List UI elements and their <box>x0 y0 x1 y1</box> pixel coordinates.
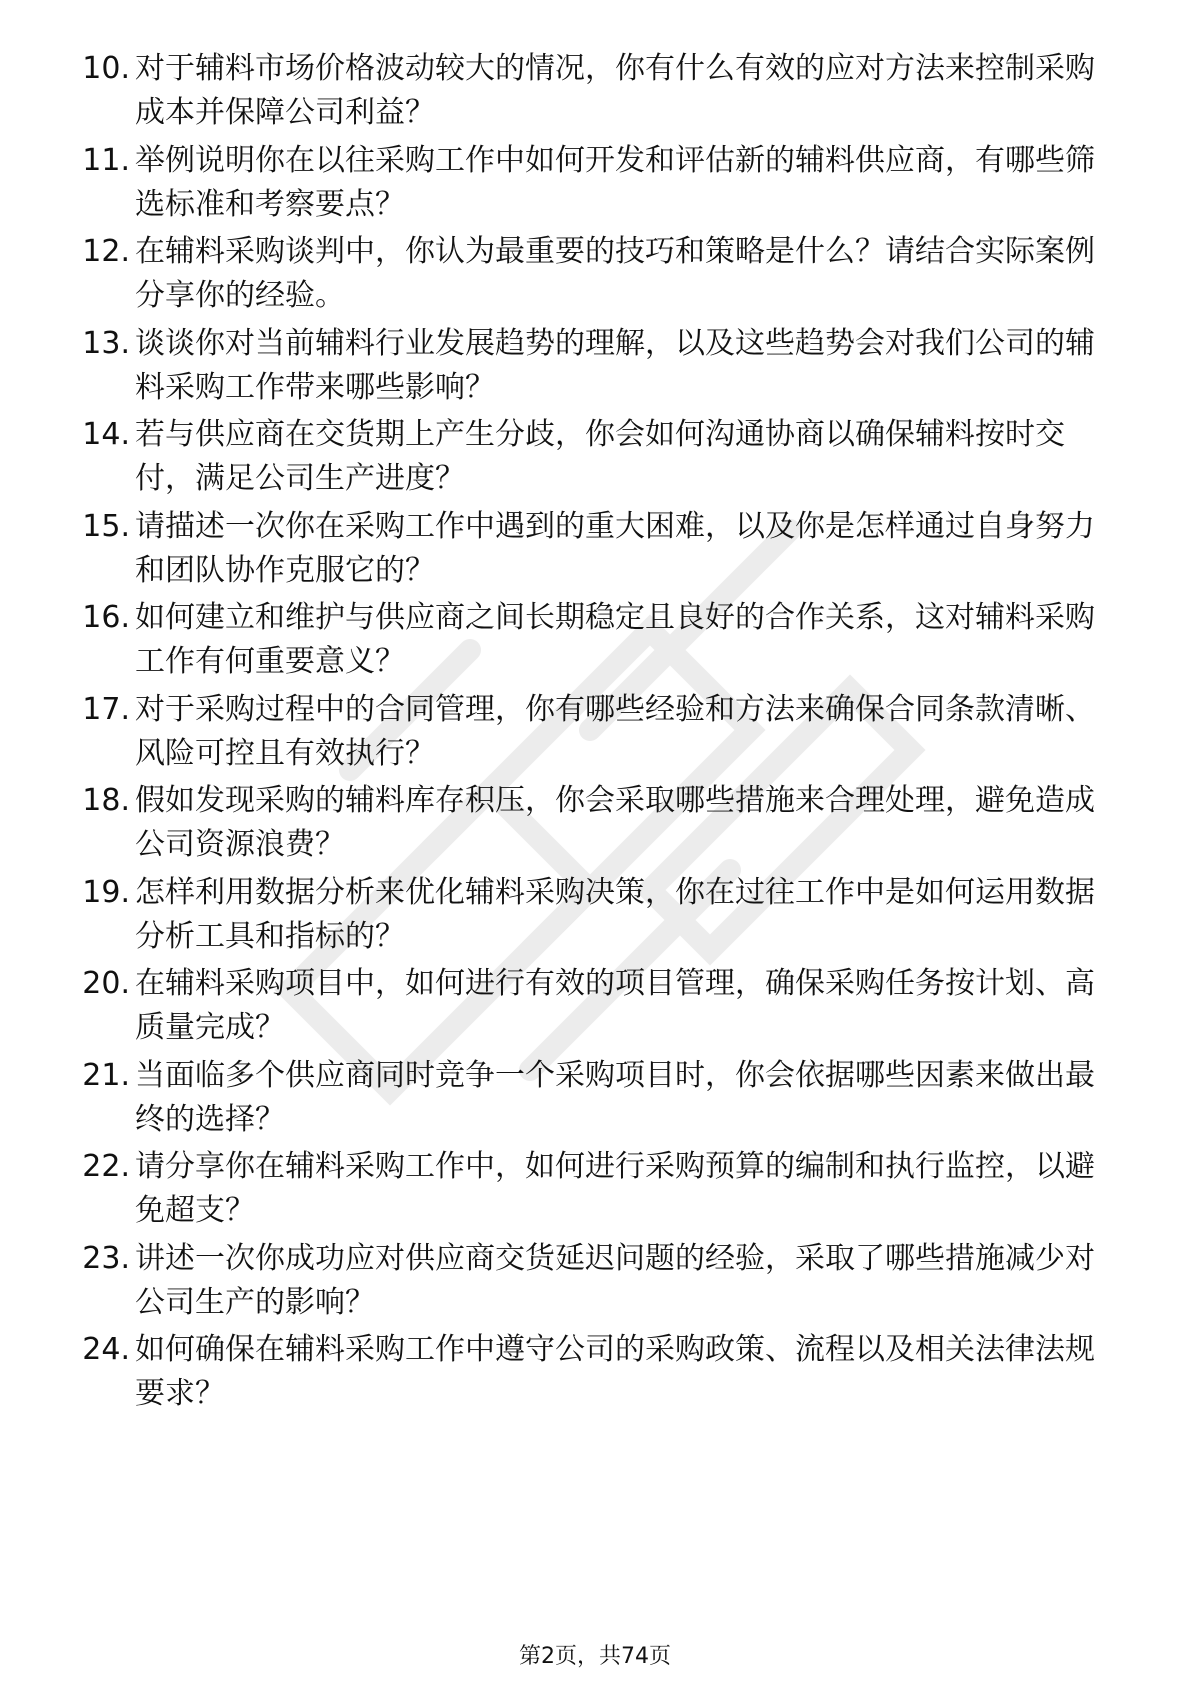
question-item <box>0 596 1190 688</box>
question-number: 14. <box>82 417 130 452</box>
question-text: 假如发现采购的辅料库存积压，你会采取哪些措施来合理处理，避免造成公司资源浪费？ <box>135 783 1095 862</box>
question-item <box>0 1145 1190 1237</box>
question-text: 在辅料采购谈判中，你认为最重要的技巧和策略是什么？请结合实际案例分享你的经验。 <box>135 234 1095 313</box>
question-item <box>0 413 1190 505</box>
question-number: 23. <box>82 1240 130 1276</box>
question-item <box>0 322 1190 414</box>
question-text: 对于辅料市场价格波动较大的情况，你有什么有效的应对方法来控制采购成本并保障公司利益？ <box>135 51 1095 130</box>
question-number: 18. <box>82 783 130 818</box>
question-item <box>0 230 1190 322</box>
question-text: 请描述一次你在采购工作中遇到的重大困难，以及你是怎样通过自身努力和团队协作克服它的？ <box>135 508 1095 588</box>
question-number: 11. <box>82 142 130 178</box>
question-text: 在辅料采购项目中，如何进行有效的项目管理，确保采购任务按计划、高质量完成？ <box>135 966 1095 1045</box>
question-item <box>0 688 1190 780</box>
question-item <box>0 1054 1190 1146</box>
question-text: 如何建立和维护与供应商之间长期稳定且良好的合作关系，这对辅料采购工作有何重要意义？ <box>135 600 1095 679</box>
question-number: 19. <box>82 874 130 910</box>
question-number: 13. <box>82 325 130 361</box>
question-list <box>0 47 1190 1420</box>
question-text: 请分享你在辅料采购工作中，如何进行采购预算的编制和执行监控，以避免超支？ <box>135 1149 1095 1228</box>
question-text: 如何确保在辅料采购工作中遵守公司的采购政策、流程以及相关法律法规要求？ <box>135 1332 1095 1411</box>
question-number: 12. <box>82 234 130 269</box>
question-item <box>0 47 1190 139</box>
question-number: 22. <box>82 1149 130 1184</box>
question-number: 15. <box>82 508 130 544</box>
question-number: 16. <box>82 600 130 635</box>
question-text: 谈谈你对当前辅料行业发展趋势的理解，以及这些趋势会对我们公司的辅料采购工作带来哪些影响？ <box>135 325 1095 405</box>
question-number: 10. <box>82 51 130 86</box>
question-item <box>0 962 1190 1054</box>
question-item <box>0 1237 1190 1329</box>
question-number: 17. <box>82 691 130 727</box>
page-number-footer: 第2页，共74页 <box>519 1644 671 1669</box>
question-number: 21. <box>82 1057 130 1093</box>
question-text: 若与供应商在交货期上产生分歧，你会如何沟通协商以确保辅料按时交付，满足公司生产进度？ <box>135 417 1065 496</box>
question-item <box>0 139 1190 231</box>
question-text: 举例说明你在以往采购工作中如何开发和评估新的辅料供应商，有哪些筛选标准和考察要点？ <box>135 142 1095 222</box>
question-item <box>0 1328 1190 1420</box>
question-text: 对于采购过程中的合同管理，你有哪些经验和方法来确保合同条款清晰、风险可控且有效执行？ <box>135 691 1095 771</box>
question-number: 24. <box>82 1332 130 1367</box>
question-item <box>0 779 1190 871</box>
question-number: 20. <box>82 966 130 1001</box>
question-text: 当面临多个供应商同时竞争一个采购项目时，你会依据哪些因素来做出最终的选择？ <box>135 1057 1095 1137</box>
question-text: 怎样利用数据分析来优化辅料采购决策，你在过往工作中是如何运用数据分析工具和指标的？ <box>135 874 1095 954</box>
question-text: 讲述一次你成功应对供应商交货延迟问题的经验，采取了哪些措施减少对公司生产的影响？ <box>135 1240 1095 1320</box>
question-item <box>0 505 1190 597</box>
question-item <box>0 871 1190 963</box>
